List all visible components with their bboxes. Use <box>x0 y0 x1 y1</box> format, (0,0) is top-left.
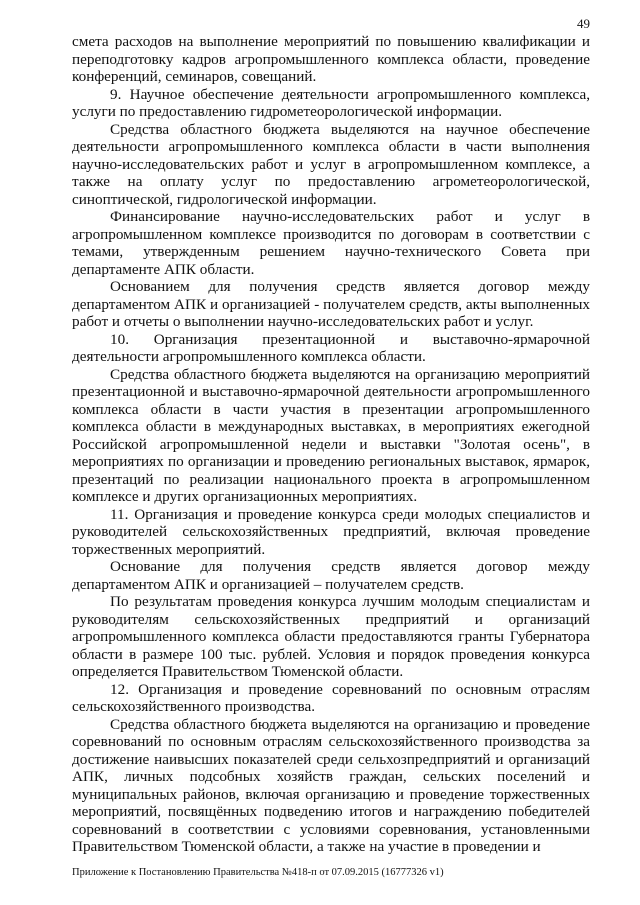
paragraph: Средства областного бюджета выделяются на организацию и проведение соревнований по основным отраслям сельскохозяйственного производства за достижение наивысших показателей среди сельхозпредприятий и организаций АПК, личных подсобных хозяйств граждан, сельских поселений и муниципальных районов, включая организацию и проведение торжественных мероприятий, посвящённых подведению итогов и награждению победителей соревнований в соответствии с условиями соревнования, установленными Правительством Тюменской области, а также на участие в проведении и <box>72 715 590 855</box>
paragraph: Средства областного бюджета выделяются на научное обеспечение деятельности агропромышленного комплекса области в части выполнения научно-исследовательских работ и услуг в агропромышленном комплексе, а также на оплату услуг по предоставлению агрометеорологической, синоптической, гидрологической информации. <box>72 120 590 208</box>
paragraph: Основание для получения средств является договор между департаментом АПК и организацией – получателем средств. <box>72 558 590 593</box>
paragraph: Средства областного бюджета выделяются на организацию мероприятий презентационной и выставочно-ярмарочной деятельности агропромышленного комплекса области в части участия в презентации агропромышленного комплекса области в международных выставках, в мероприятиях ежегодной Российской агропромышленной недели и выставки "Золотая осень", в мероприятиях по организации и проведению региональных выставок, ярмарок, презентаций по реализации национального проекта в агропромышленном комплексе и других организационных мероприятиях. <box>72 365 590 505</box>
page-number: 49 <box>577 16 590 31</box>
paragraph: Основанием для получения средств является договор между департаментом АПК и организацией - получателем средств, акты выполненных работ и отчеты о выполнении научно-исследовательских работ и услуг. <box>72 278 590 330</box>
paragraph: По результатам проведения конкурса лучшим молодым специалистам и руководителям сельскохозяйственных предприятий и организаций агропромышленного комплекса области предоставляются гранты Губернатора области в размере 100 тыс. рублей. Условия и порядок проведения конкурса определяется Правительством Тюменской области. <box>72 593 590 680</box>
document-body <box>72 33 590 856</box>
paragraph-continuation: смета расходов на выполнение мероприятий по повышению квалификации и переподготовку кадров агропромышленного комплекса области, проведение конференций, семинаров, совещаний. <box>72 33 590 85</box>
section-heading-9: 9. Научное обеспечение деятельности агропромышленного комплекса, услуги по предоставлению гидрометеорологической информации. <box>72 85 590 120</box>
page-footer: Приложение к Постановлению Правительства №418-п от 07.09.2015 (16777326 v1) <box>72 867 444 878</box>
section-heading-10: 10. Организация презентационной и выставочно-ярмарочной деятельности агропромышленного комплекса области. <box>72 330 590 365</box>
paragraph: Финансирование научно-исследовательских работ и услуг в агропромышленном комплексе производится по договорам в соответствии с темами, утвержденным решением научно-технического Совета при департаменте АПК области. <box>72 208 590 278</box>
section-heading-11: 11. Организация и проведение конкурса среди молодых специалистов и руководителей сельскохозяйственных предприятий, включая проведение торжественных мероприятий. <box>72 505 590 558</box>
section-heading-12: 12. Организация и проведение соревнований по основным отраслям сельскохозяйственного производства. <box>72 680 590 715</box>
